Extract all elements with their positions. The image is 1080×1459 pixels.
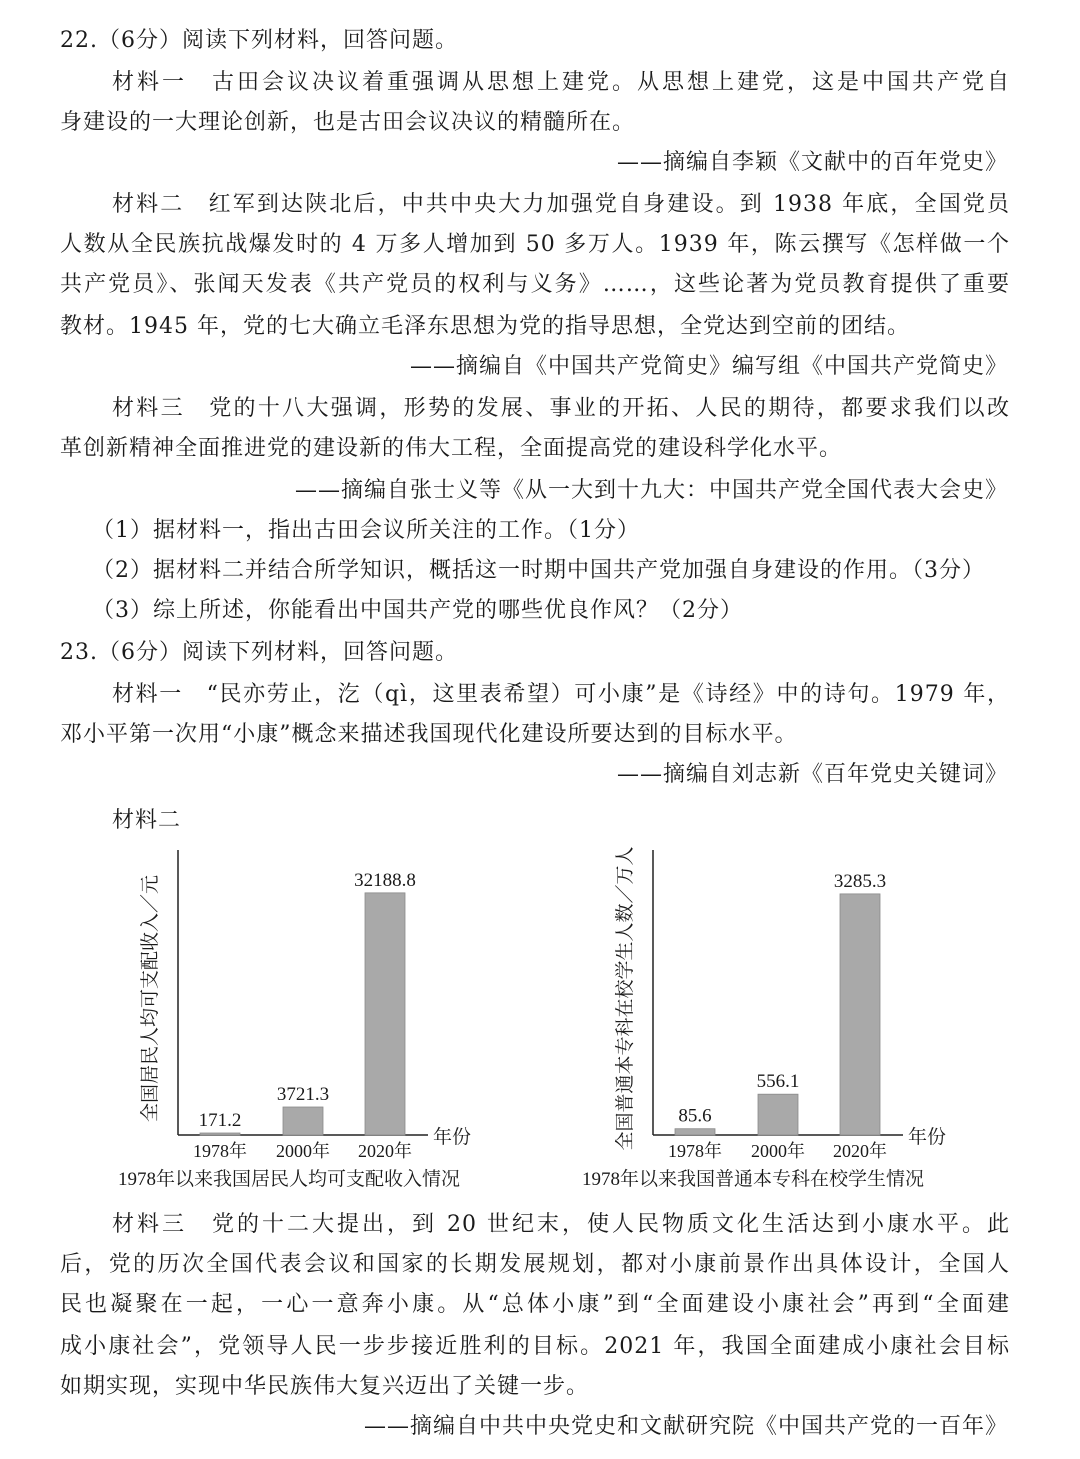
chart0-tick-label-2: 2020年 — [358, 1141, 412, 1161]
q23-material3-line1: 材料三 党的十二大提出，到 20 世纪末，使人民物质文化生活达到小康水平。此 — [112, 1212, 1010, 1237]
q22-material2-line1: 材料二 红军到达陕北后，中共中央大力加强党自身建设。到 1938 年底，全国党员 — [112, 192, 1010, 217]
q23-material1-line2: 邓小平第一次用“小康”概念来描述我国现代化建设所要达到的目标水平。 — [60, 722, 798, 747]
q22-material3-line2: 革创新精神全面推进党的建设新的伟大工程，全面提高党的建设科学化水平。 — [60, 436, 843, 461]
chart0-tick-label-1: 2000年 — [276, 1141, 330, 1161]
q23-material2-label: 材料二 — [112, 808, 182, 833]
q22-material3-line1: 材料三 党的十八大强调，形势的发展、事业的开拓、人民的期待，都要求我们以改 — [112, 396, 1010, 421]
q22-material1-line2: 身建设的一大理论创新，也是古田会议决议的精髓所在。 — [60, 110, 636, 135]
students-chart-title: 1978年以来我国普通本专科在校学生情况 — [582, 1169, 925, 1190]
q22-material3-source: ——摘编自张士义等《从一大到十九大：中国共产党全国代表大会史》 — [294, 478, 1008, 503]
chart0-value-label-0: 171.2 — [198, 1110, 242, 1131]
students-bar-chart — [585, 840, 985, 1170]
income-chart-title: 1978年以来我国居民人均可支配收入情况 — [118, 1169, 461, 1190]
q23-material3-line2: 后，党的历次全国代表会议和国家的长期发展规划，都对小康前景作出具体设计，全国人 — [60, 1252, 1010, 1277]
chart0-bar-0 — [200, 1133, 240, 1135]
q23-material3-line3: 民也凝聚在一起，一心一意奔小康。从“总体小康”到“全面建设小康社会”再到“全面建 — [60, 1292, 1010, 1317]
q22-material1-source: ——摘编自李颖《文献中的百年党史》 — [616, 150, 1008, 175]
q23-material3-source: ——摘编自中共中央党史和文献研究院《中国共产党的一百年》 — [363, 1414, 1008, 1439]
q22-question-1: （1）据材料一，指出古田会议所关注的工作。（1分） — [92, 518, 640, 543]
chart1-value-label-0: 85.6 — [678, 1105, 712, 1127]
chart0-value-label-2: 32188.8 — [354, 869, 416, 891]
chart0-bar-2 — [365, 893, 405, 1135]
chart1-tick-label-1: 2000年 — [751, 1141, 805, 1161]
q22-material2-line3: 共产党员》、张闻天发表《共产党员的权利与义务》……，这些论著为党员教育提供了重要 — [60, 272, 1010, 297]
chart1-bar-2 — [840, 894, 880, 1135]
chart1-tick-label-2: 2020年 — [833, 1141, 887, 1161]
chart0-x-axis-label: 年份 — [433, 1127, 472, 1148]
q22-material1-line1: 材料一 古田会议决议着重强调从思想上建党。从思想上建党，这是中国共产党自 — [112, 70, 1010, 95]
q22-question-2: （2）据材料二并结合所学知识，概括这一时期中国共产党加强自身建设的作用。（3分） — [92, 558, 985, 583]
q23-material1-source: ——摘编自刘志新《百年党史关键词》 — [616, 762, 1008, 787]
chart1-bar-1 — [758, 1094, 798, 1135]
q23-header: 23.（6分）阅读下列材料，回答问题。 — [60, 640, 458, 665]
q23-material1-line1: 材料一 “民亦劳止，汔（qì，这里表希望）可小康”是《诗经》中的诗句。1979 年， — [112, 682, 1010, 707]
chart0-y-axis-label: 全国居民人均可支配收入／元 — [140, 874, 161, 1123]
q22-question-3: （3）综上所述，你能看出中国共产党的哪些优良作风？（2分） — [92, 598, 743, 623]
chart0-tick-label-0: 1978年 — [193, 1141, 247, 1161]
q23-material3-line4: 成小康社会”，党领导人民一步步接近胜利的目标。2021 年，我国全面建成小康社会目标 — [60, 1334, 1010, 1359]
q22-material2-line4: 教材。1945 年，党的七大确立毛泽东思想为党的指导思想，全党达到空前的团结。 — [60, 314, 910, 339]
chart1-bar-0 — [675, 1129, 715, 1135]
chart0-bar-1 — [283, 1107, 323, 1135]
chart1-x-axis-label: 年份 — [908, 1127, 947, 1148]
chart1-value-label-2: 3285.3 — [833, 870, 887, 892]
income-bar-chart — [110, 840, 510, 1170]
q22-material2-line2: 人数从全民族抗战爆发时的 4 万多人增加到 50 多万人。1939 年，陈云撰写《怎样做一个 — [60, 232, 1010, 257]
chart0-value-label-1: 3721.3 — [276, 1084, 330, 1106]
chart1-value-label-1: 556.1 — [756, 1071, 800, 1093]
q22-material2-source: ——摘编自《中国共产党简史》编写组《中国共产党简史》 — [409, 354, 1008, 379]
chart1-y-axis-label: 全国普通本专科在校学生人数／万人 — [615, 846, 636, 1151]
q23-material3-line5: 如期实现，实现中华民族伟大复兴迈出了关键一步。 — [60, 1374, 590, 1399]
q22-header: 22.（6分）阅读下列材料，回答问题。 — [60, 28, 458, 53]
chart1-tick-label-0: 1978年 — [668, 1141, 722, 1161]
